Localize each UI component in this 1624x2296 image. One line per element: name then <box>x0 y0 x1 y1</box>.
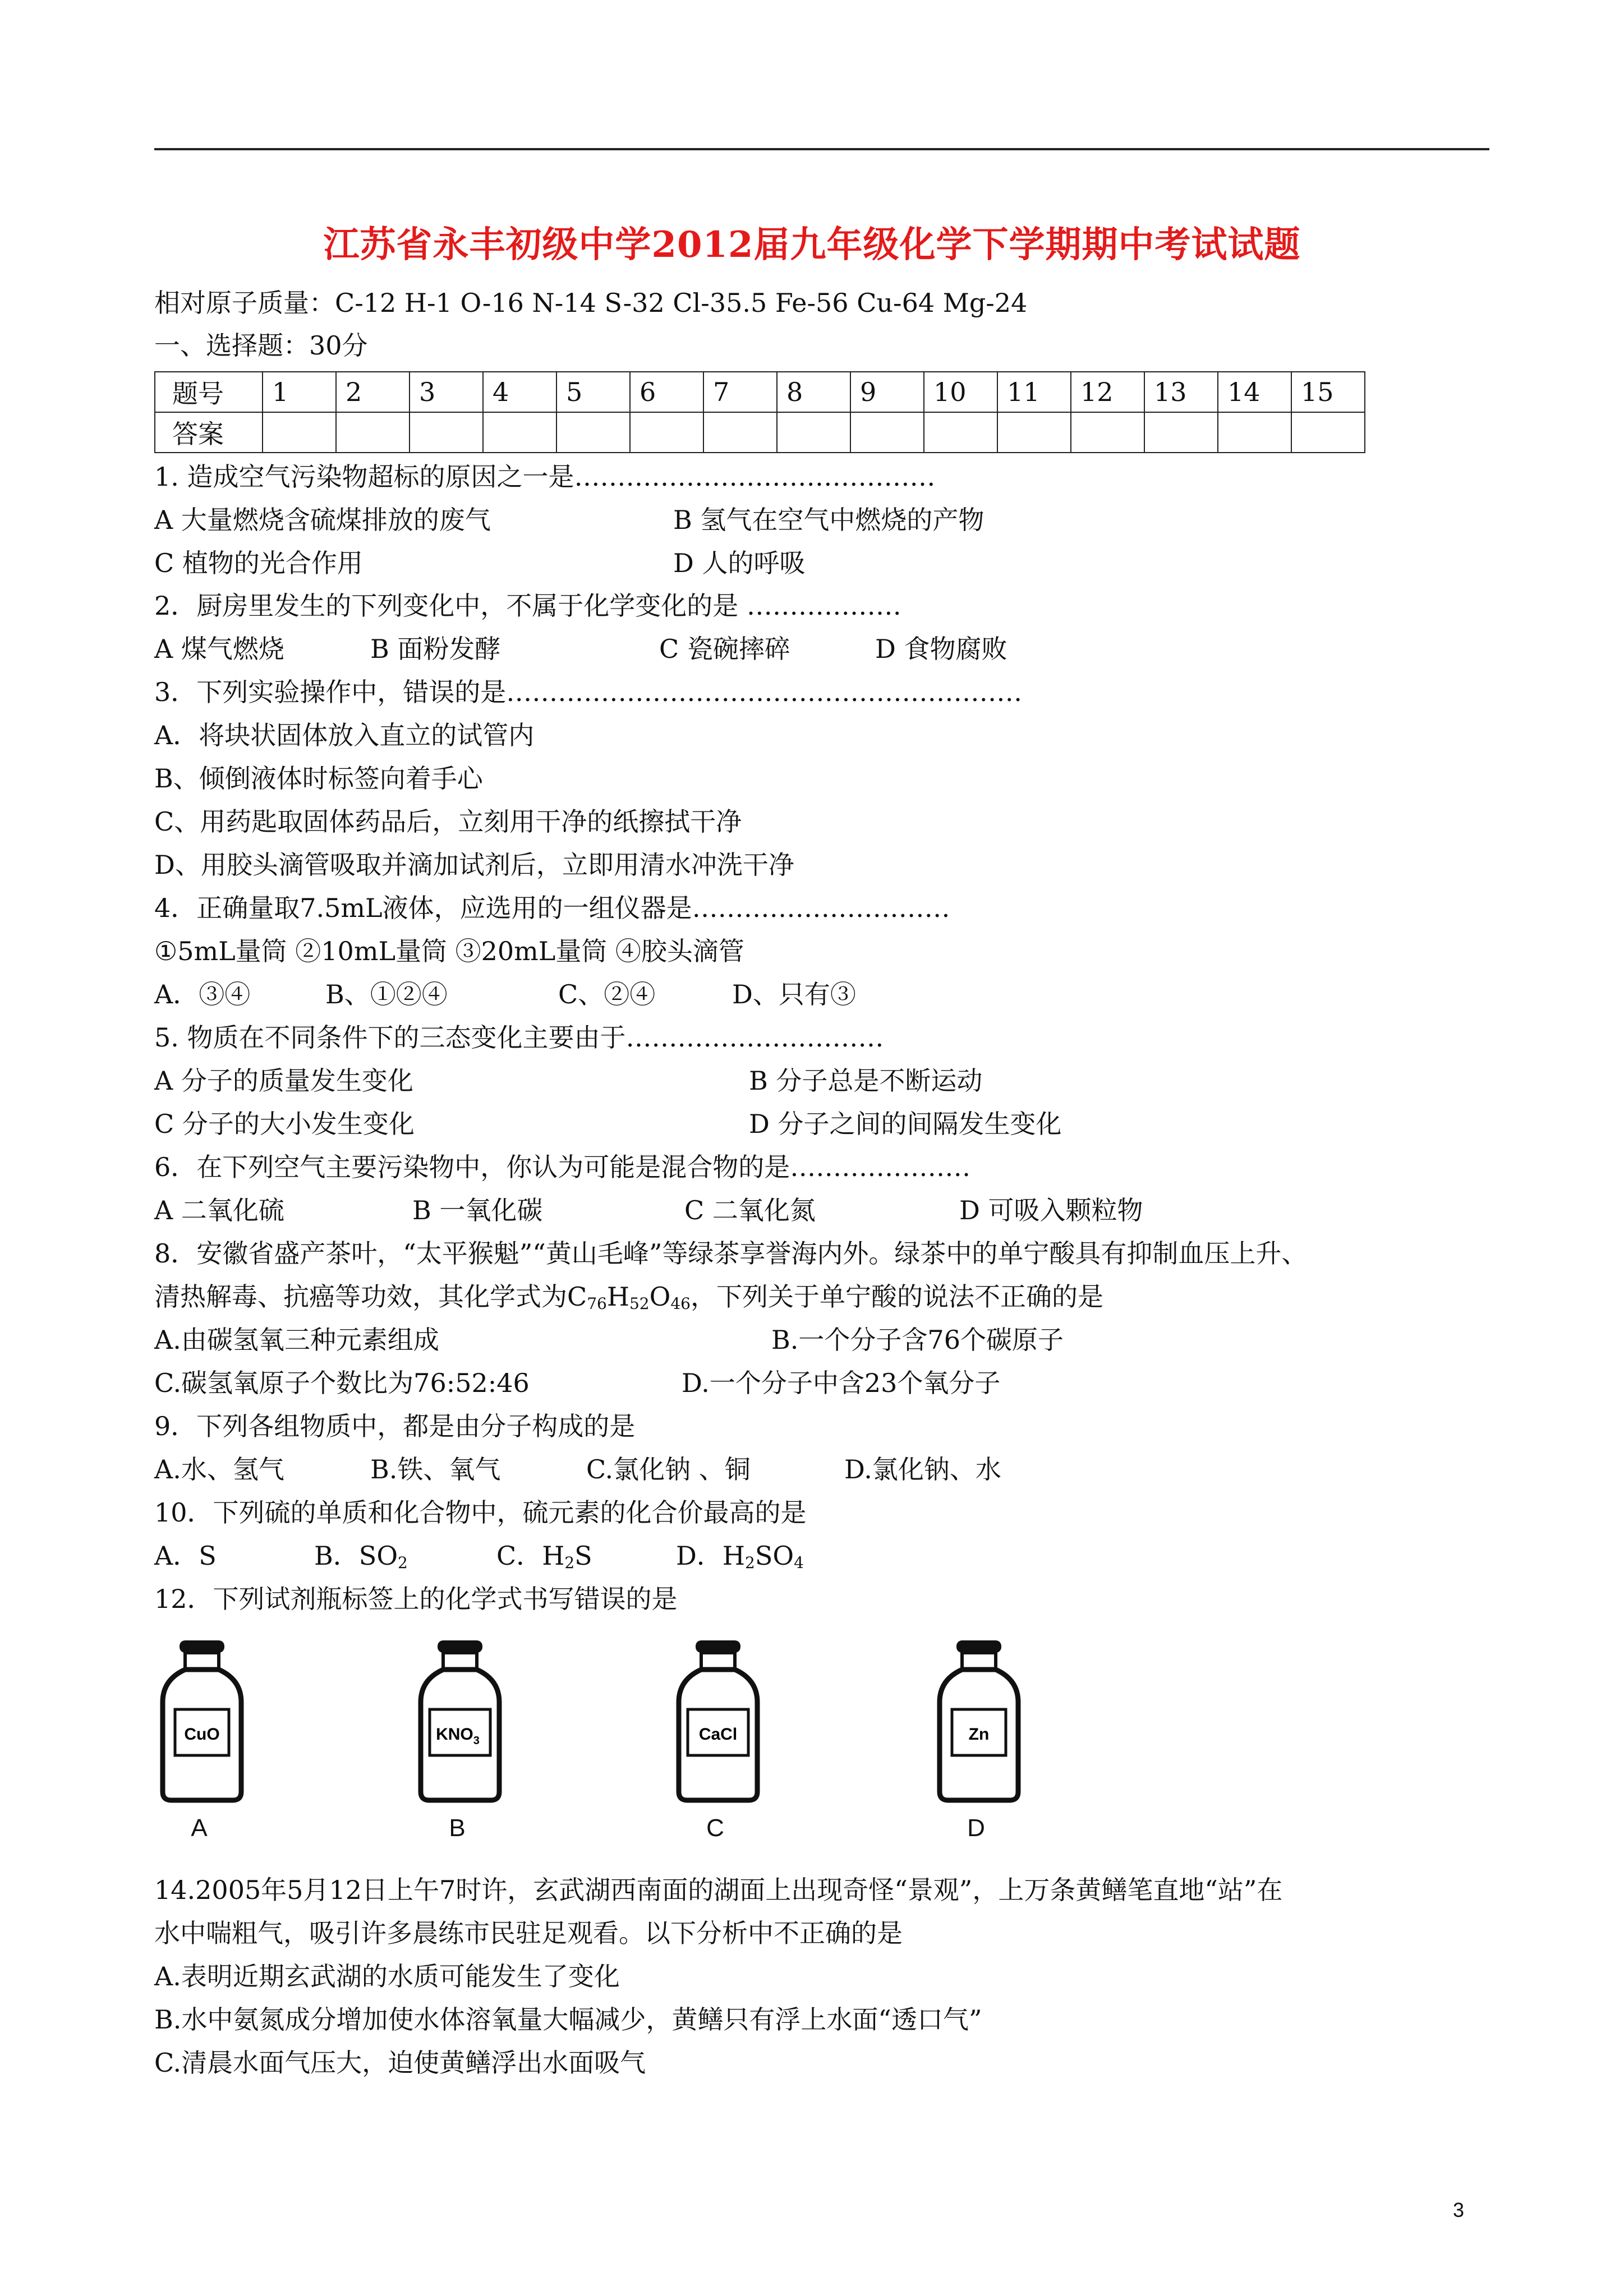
question-14-stem-1: 14.2005年5月12日上午7时许，玄武湖西南面的湖面上出现奇怪“景观”，上万条黄鳝笔直地“站”在 <box>154 1875 1283 1905</box>
table-cell: 15 <box>1291 372 1365 412</box>
q2-option-c: C 瓷碗摔碎 <box>659 634 790 664</box>
q4-items: ①5mL量筒 ②10mL量筒 ③20mL量筒 ④胶头滴管 <box>154 936 744 966</box>
bottle-label-c: CaCl <box>698 1725 738 1744</box>
q10-c-tail: S <box>574 1541 592 1571</box>
q10-b-text: B．SO <box>314 1541 398 1571</box>
q9-option-b: B.铁、氧气 <box>370 1454 501 1484</box>
q8-stem-text: 清热解毒、抗癌等功效，其化学式为 <box>154 1281 567 1312</box>
question-4-stem: 4．正确量取7.5mL液体，应选用的一组仪器是………………………… <box>154 893 950 923</box>
question-2-stem: 2．厨房里发生的下列变化中，不属于化学变化的是 ……………… <box>154 591 901 621</box>
q1-option-c: C 植物的光合作用 <box>154 548 363 578</box>
q10-d-sub: 2 <box>745 1553 755 1572</box>
q6-option-d: D 可吸入颗粒物 <box>959 1195 1143 1225</box>
table-cell: 13 <box>1144 372 1218 412</box>
table-cell: 9 <box>850 372 924 412</box>
bottle-icon <box>934 1638 1024 1806</box>
answer-cell[interactable] <box>410 412 483 453</box>
bottle-label-a: CuO <box>184 1725 220 1744</box>
table-cell: 14 <box>1218 372 1291 412</box>
q8-option-b: B.一个分子含76个碳原子 <box>771 1325 1064 1355</box>
question-3-stem: 3．下列实验操作中，错误的是…………………………………………………… <box>154 677 1023 707</box>
formula-c-sub: 76 <box>587 1294 607 1313</box>
q1-option-b: B 氢气在空气中燃烧的产物 <box>673 505 984 535</box>
q1-option-d: D 人的呼吸 <box>673 548 806 578</box>
formula-o-sub: 46 <box>670 1294 691 1313</box>
answer-cell[interactable] <box>336 412 410 453</box>
question-14-stem-2: 水中喘粗气，吸引许多晨练市民驻足观看。以下分析中不正确的是 <box>154 1918 903 1948</box>
table-cell: 11 <box>997 372 1071 412</box>
answer-cell[interactable] <box>483 412 556 453</box>
bottle-letter-b: B <box>449 1814 466 1842</box>
table-cell: 3 <box>410 372 483 412</box>
bottle-label-b-main: KNO <box>436 1725 473 1744</box>
q5-option-d: D 分子之间的间隔发生变化 <box>749 1109 1062 1139</box>
q5-option-c: C 分子的大小发生变化 <box>154 1109 415 1139</box>
q8-stem-tail: ，下列关于单宁酸的说法不正确的是 <box>690 1281 1103 1312</box>
q6-option-a: A 二氧化硫 <box>154 1195 284 1225</box>
q2-option-b: B 面粉发酵 <box>370 634 501 664</box>
q3-option-b: B、倾倒液体时标签向着手心 <box>154 763 483 794</box>
table-cell: 7 <box>703 372 777 412</box>
q10-option-b <box>314 1539 408 1580</box>
q2-option-d: D 食物腐败 <box>875 634 1007 664</box>
table-row <box>155 412 1365 453</box>
q10-d-text: D．H <box>676 1541 745 1571</box>
row-label: 题号 <box>155 372 263 412</box>
answer-cell[interactable] <box>630 412 703 453</box>
q10-d-sub2: 4 <box>794 1553 804 1572</box>
formula-o: O <box>649 1281 671 1312</box>
answer-cell[interactable] <box>556 412 630 453</box>
table-cell: 8 <box>777 372 850 412</box>
question-9-stem: 9．下列各组物质中，都是由分子构成的是 <box>154 1411 636 1441</box>
answer-cell[interactable] <box>703 412 777 453</box>
answer-cell[interactable] <box>1071 412 1144 453</box>
answer-cell[interactable] <box>263 412 336 453</box>
bottle-icon <box>157 1638 247 1806</box>
answer-cell[interactable] <box>777 412 850 453</box>
table-cell: 10 <box>924 372 997 412</box>
q9-option-c: C.氯化钠 、铜 <box>586 1454 751 1484</box>
q10-c-sub: 2 <box>564 1553 575 1572</box>
q8-option-c: C.碳氢氧原子个数比为76:52:46 <box>154 1368 530 1398</box>
answer-cell[interactable] <box>997 412 1071 453</box>
question-10-stem: 10．下列硫的单质和化合物中，硫元素的化合价最高的是 <box>154 1497 807 1528</box>
q6-option-c: C 二氧化氮 <box>684 1195 816 1225</box>
table-cell: 6 <box>630 372 703 412</box>
q10-option-c <box>496 1539 592 1580</box>
q3-option-a: A．将块状固体放入直立的试管内 <box>154 720 535 750</box>
bottle-icon <box>673 1638 763 1806</box>
page-title: 江苏省永丰初级中学2012届九年级化学下学期期中考试试题 <box>323 224 1301 266</box>
formula-c: C <box>567 1281 587 1312</box>
question-5-stem: 5. 物质在不同条件下的三态变化主要由于………………………… <box>154 1022 884 1053</box>
question-1-stem: 1. 造成空气污染物超标的原因之一是…………………………………… <box>154 462 936 492</box>
table-cell: 2 <box>336 372 410 412</box>
bottle-icon <box>415 1638 505 1806</box>
bottle-label-d: Zn <box>968 1725 990 1744</box>
bottle-label-b-sub: 3 <box>473 1735 480 1747</box>
reagent-bottle-d <box>934 1638 1046 1842</box>
q10-option-a: A．S <box>154 1541 217 1571</box>
page-number: 3 <box>1453 2198 1465 2221</box>
question-8-stem-2 <box>154 1280 1103 1321</box>
q1-option-a: A 大量燃烧含硫煤排放的废气 <box>154 505 491 535</box>
reagent-bottle-c <box>673 1638 785 1842</box>
reagent-bottle-a <box>157 1638 269 1842</box>
q2-option-a: A 煤气燃烧 <box>154 634 284 664</box>
table-row <box>155 372 1365 412</box>
answer-table <box>154 371 1365 453</box>
q6-option-b: B 一氧化碳 <box>412 1195 543 1225</box>
question-8-stem-1: 8．安徽省盛产茶叶，“太平猴魁”“黄山毛峰”等绿茶享誉海内外。绿茶中的单宁酸具有抑制血压上升、 <box>154 1238 1308 1269</box>
q10-d-mid: SO <box>755 1541 794 1571</box>
answer-cell[interactable] <box>850 412 924 453</box>
q4-option-a: A．③④ <box>154 979 251 1009</box>
q4-option-c: C、②④ <box>558 979 656 1009</box>
answer-cell[interactable] <box>1218 412 1291 453</box>
q14-option-b: B.水中氨氮成分增加使水体溶氧量大幅减少，黄鳝只有浮上水面“透口气” <box>154 2004 982 2035</box>
q9-option-d: D.氯化钠、水 <box>844 1454 1001 1484</box>
table-cell: 1 <box>263 372 336 412</box>
q10-c-text: C．H <box>496 1541 565 1571</box>
formula-h: H <box>606 1281 629 1312</box>
q14-option-c: C.清晨水面气压大，迫使黄鳝浮出水面吸气 <box>154 2048 646 2078</box>
reagent-bottle-b <box>415 1638 527 1842</box>
q14-option-a: A.表明近期玄武湖的水质可能发生了变化 <box>154 1961 620 1991</box>
atomic-masses: 相对原子质量：C-12 H-1 O-16 N-14 S-32 Cl-35.5 Fe-56 Cu-64 Mg-24 <box>154 288 1028 318</box>
question-12-stem: 12．下列试剂瓶标签上的化学式书写错误的是 <box>154 1584 678 1614</box>
q10-b-sub: 2 <box>398 1553 408 1572</box>
row-label: 答案 <box>155 412 263 453</box>
table-cell: 5 <box>556 372 630 412</box>
section-heading: 一、选择题：30分 <box>154 330 368 361</box>
header-rule <box>154 148 1489 150</box>
answer-cell[interactable] <box>1144 412 1218 453</box>
bottle-letter-d: D <box>967 1814 985 1842</box>
q4-option-d: D、只有③ <box>732 979 856 1009</box>
q4-option-b: B、①②④ <box>325 979 448 1009</box>
bottle-letter-a: A <box>191 1814 208 1842</box>
table-cell: 4 <box>483 372 556 412</box>
answer-cell[interactable] <box>1291 412 1365 453</box>
formula-h-sub: 52 <box>629 1294 650 1313</box>
q9-option-a: A.水、氢气 <box>154 1454 284 1484</box>
q10-option-d <box>676 1539 804 1580</box>
q5-option-b: B 分子总是不断运动 <box>749 1066 983 1096</box>
bottle-letter-c: C <box>706 1814 724 1842</box>
q5-option-a: A 分子的质量发生变化 <box>154 1066 413 1096</box>
table-cell: 12 <box>1071 372 1144 412</box>
q8-option-a: A.由碳氢氧三种元素组成 <box>154 1325 439 1355</box>
answer-cell[interactable] <box>924 412 997 453</box>
q3-option-d: D、用胶头滴管吸取并滴加试剂后，立即用清水冲洗干净 <box>154 850 794 880</box>
q8-option-d: D.一个分子中含23个氧分子 <box>682 1368 1001 1398</box>
q3-option-c: C、用药匙取固体药品后，立刻用干净的纸擦拭干净 <box>154 806 742 837</box>
question-6-stem: 6．在下列空气主要污染物中，你认为可能是混合物的是………………… <box>154 1152 971 1182</box>
